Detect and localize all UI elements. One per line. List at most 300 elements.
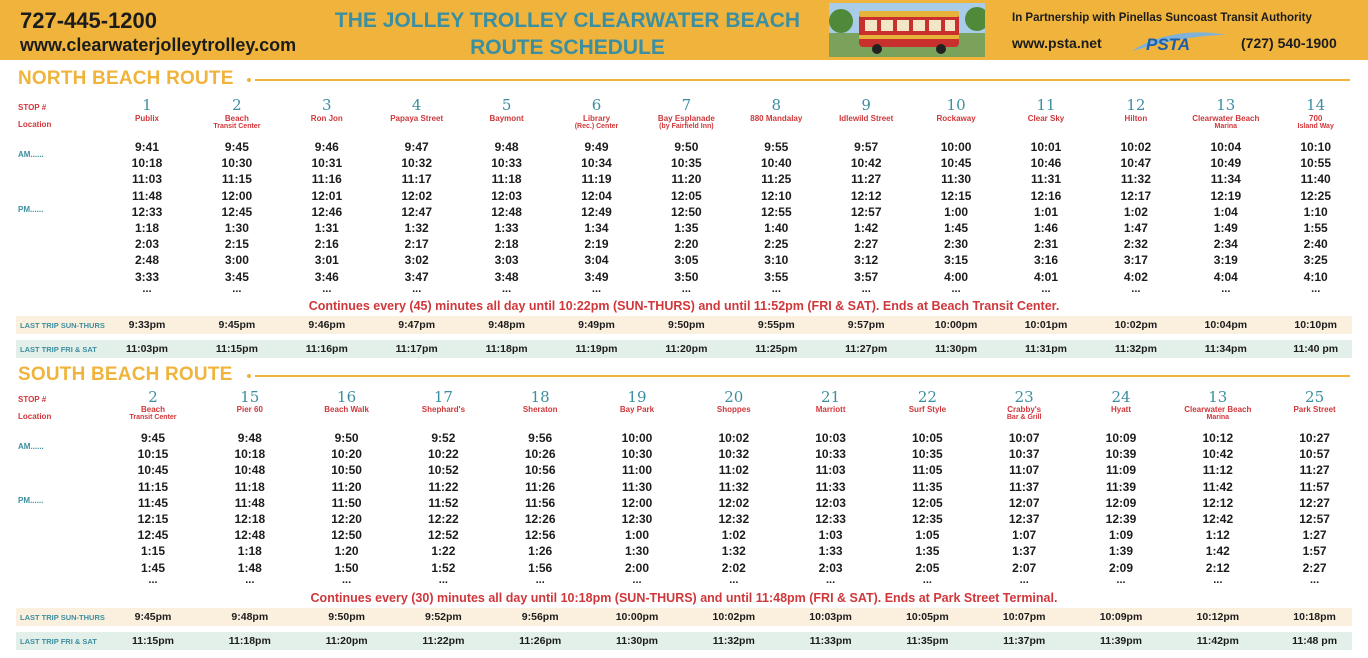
time-cell: 3:50 [674,269,699,284]
time-cell: ... [729,573,739,586]
stop-number: 25 [1305,388,1325,406]
time-cell: 10:37 [1008,447,1040,462]
time-cell: 2:40 [1303,237,1328,252]
time-cell: 3:46 [314,269,339,284]
time-cell: 12:35 [912,512,943,527]
time-cell: 10:32 [718,447,750,462]
time-cell: 1:02 [721,528,746,543]
time-cell: 10:01 [1030,140,1062,154]
time-cell: 11:45 [137,495,169,510]
time-cell: 2:27 [854,237,879,252]
time-cell: ... [922,573,932,586]
time-cell: ... [632,573,642,586]
time-cell: 12:55 [760,204,792,219]
time-cell: 9:48 [237,431,262,445]
time-cell: 2:18 [494,237,519,252]
psta-logo-text: PSTA [1146,35,1191,54]
time-cell: 10:12 [1202,431,1234,445]
time-cell: 10:56 [524,463,556,478]
time-cell: 12:15 [137,512,169,527]
stop-number: 22 [917,388,937,406]
time-cell: 2:20 [674,237,699,252]
last-trip-sun-thurs-time: 9:47pm [398,319,436,331]
time-cell: 12:09 [1105,495,1137,510]
time-cell: 1:33 [818,544,843,559]
stop-number: 3 [322,96,332,114]
last-trip-sun-thurs-time: 10:00pm [615,611,659,623]
time-cell: 1:07 [1012,528,1037,543]
time-cell: 11:32 [718,479,749,494]
time-cell: 12:02 [401,188,433,203]
stop-name-line-1: Beach [140,405,165,414]
last-trip-sun-thurs-time: 10:02pm [1114,319,1158,331]
last-trip-sun-thurs-time: 9:45pm [134,611,172,623]
time-cell: 10:09 [1105,431,1137,445]
last-trip-sun-thurs-time: 10:01pm [1024,319,1068,331]
time-cell: 1:05 [915,528,940,543]
time-cell: 1:04 [1213,204,1238,219]
time-cell: 12:00 [621,495,653,510]
time-cell: 12:45 [137,528,169,543]
time-cell: 12:39 [1105,512,1137,527]
time-cell: 3:17 [1123,253,1148,268]
stop-number: 4 [411,96,422,114]
time-cell: 11:32 [1120,172,1151,187]
time-cell: 12:16 [1030,188,1062,203]
time-cell: 1:20 [334,544,359,559]
time-cell: 10:00 [621,431,653,445]
time-cell: ... [232,282,242,295]
last-trip-fri-sat-time: 11:33pm [809,635,852,647]
time-cell: ... [826,573,836,586]
time-cell: 12:12 [850,188,882,203]
time-cell: 12:03 [815,495,846,510]
time-cell: 3:00 [224,253,249,268]
time-cell: 3:05 [674,253,699,268]
time-cell: 3:48 [494,269,519,284]
time-cell: 1:35 [674,221,699,236]
time-cell: 12:17 [1120,188,1152,203]
stop-name-line-1: Clear Sky [1027,114,1065,123]
time-cell: 12:50 [331,528,362,543]
stop-name-line-1: Publix [134,114,159,123]
page-title [310,7,825,61]
stop-name [1255,406,1368,414]
time-cell: 10:35 [912,447,943,462]
last-trip-fri-sat-time: 11:19pm [575,343,618,355]
north-last-sun-thurs-label: LAST TRIP SUN-THURS [20,321,105,330]
time-cell: 9:49 [584,140,609,154]
time-cell: 12:46 [311,204,343,219]
time-cell: 1:02 [1123,204,1148,219]
time-cell: 3:47 [404,269,429,284]
stop-name-line-1: Pier 60 [236,405,263,414]
stop-name-line-1: Rockaway [936,114,976,123]
time-cell: 1:42 [854,221,879,236]
time-cell: 10:26 [524,447,556,462]
time-cell: 1:27 [1302,528,1327,543]
time-cell: 11:42 [1202,479,1233,494]
last-trip-sun-thurs-time: 9:50pm [668,319,705,331]
time-cell: 9:57 [854,140,879,154]
time-cell: ... [951,282,961,295]
time-cell: ... [148,573,158,586]
last-trip-sun-thurs-time: 10:18pm [1293,611,1336,623]
last-trip-fri-sat-time: 11:15pm [215,343,258,355]
time-cell: 11:26 [525,479,556,494]
time-cell: 10:22 [428,447,459,462]
south-last-sun-thurs-label: LAST TRIP SUN-THURS [20,613,105,622]
last-trip-fri-sat-time: 11:22pm [422,635,465,647]
time-cell: 10:15 [137,447,169,462]
time-cell: 12:30 [621,512,653,527]
last-trip-fri-sat-time: 11:32pm [712,635,755,647]
time-cell: 11:02 [718,463,749,478]
partnership-text: In Partnership with Pinellas Suncoast Transit Authority [1012,12,1312,24]
last-trip-sun-thurs-time: 9:57pm [847,319,885,331]
time-cell: 12:05 [912,495,943,510]
time-cell: 10:55 [1300,156,1332,171]
time-cell: ... [535,573,545,586]
north-am-label: AM...... [18,150,44,159]
time-cell: 2:27 [1302,560,1327,575]
stop-name-line-2: (Rec.) Center [574,123,619,130]
time-cell: 9:56 [528,431,553,445]
trolley-phone: 727-445-1200 [20,8,158,33]
time-cell: 10:42 [850,156,882,171]
last-trip-sun-thurs-time: 9:45pm [218,319,256,331]
time-cell: 12:02 [718,495,750,510]
stop-name-line-1: 880 Mandalay [750,114,803,123]
time-cell: 2:34 [1213,237,1238,252]
last-trip-sun-thurs-time: 10:07pm [1002,611,1046,623]
stop-number: 2 [148,388,158,406]
time-cell: 10:34 [581,156,612,171]
time-cell: 10:04 [1210,140,1242,154]
time-cell: 1:09 [1108,528,1134,543]
stop-name-line-1: Bay Esplanade [657,114,715,123]
stop-name-line-1: Clearwater Beach [1184,405,1252,414]
time-cell: 11:20 [671,172,702,187]
stop-name-line-2: Marina [1206,414,1230,421]
time-cell: ... [322,282,332,295]
time-cell: 10:32 [401,156,433,171]
time-cell: 2:05 [915,560,940,575]
time-cell: 11:50 [331,495,362,510]
stop-times [1255,430,1368,584]
stop-number: 10 [946,96,966,114]
last-trip-sun-thurs-time: 10:09pm [1099,611,1143,623]
time-cell: 10:35 [671,156,702,171]
time-cell: 4:01 [1033,269,1059,284]
time-cell: 2:12 [1205,560,1230,575]
time-cell: 10:02 [1120,140,1152,154]
time-cell: 4:10 [1303,269,1328,284]
last-trip-sun-thurs-time: 9:49pm [578,319,615,331]
time-cell: 10:47 [1120,156,1152,171]
time-cell: 12:18 [234,512,266,527]
time-cell: 12:00 [221,188,253,203]
time-cell: 3:19 [1213,253,1238,268]
last-trip-sun-thurs-time: 10:04pm [1204,319,1248,331]
time-cell: 10:40 [760,156,792,171]
time-cell: 1:52 [431,560,456,575]
last-trip-fri-sat-time: 11:03pm [125,343,169,355]
time-cell: 2:30 [944,237,969,252]
time-cell: 10:46 [1030,156,1062,171]
time-cell: 11:40 [1300,172,1331,187]
time-cell: 1:10 [1303,204,1328,219]
time-cell: 9:50 [334,431,359,445]
north-route-title: NORTH BEACH ROUTE [18,68,234,89]
last-trip-fri-sat-time: 11:17pm [395,343,438,355]
stop-name-line-1: Shephard's [421,405,466,414]
time-cell: 11:00 [621,463,653,478]
time-cell: 1:39 [1108,544,1134,559]
south-pm-label: PM...... [18,496,44,505]
time-cell: 1:31 [314,221,339,236]
title-line-1: THE JOLLEY TROLLEY CLEARWATER BEACH [334,9,801,32]
time-cell: 9:52 [431,431,456,445]
time-cell: 12:04 [581,188,612,203]
time-cell: 11:16 [311,172,342,187]
time-cell: 1:57 [1302,544,1327,559]
stop-number: 21 [821,388,841,406]
time-cell: 9:45 [140,431,166,445]
time-cell: 11:48 [131,188,163,203]
time-cell: 12:01 [311,188,343,203]
last-trip-sun-thurs-time: 9:46pm [308,319,346,331]
time-cell: 1:35 [915,544,940,559]
time-cell: 1:48 [237,560,262,575]
last-trip-fri-sat-time: 11:34pm [1204,343,1247,355]
time-cell: 2:25 [764,237,789,252]
title-line-2: ROUTE SCHEDULE [470,36,665,59]
time-cell: 10:57 [1299,447,1330,462]
time-cell: 10:07 [1008,431,1040,445]
time-cell: 11:07 [1009,463,1040,478]
time-cell: ... [1311,282,1321,295]
time-cell: 1:42 [1205,544,1230,559]
north-pm-label: PM...... [18,205,44,214]
time-cell: 10:27 [1299,431,1330,445]
time-cell: 2:19 [584,237,609,252]
stop-name-line-2: Marina [1214,123,1238,130]
time-cell: 1:18 [134,221,160,236]
time-cell: 1:15 [140,544,166,559]
time-cell: 1:03 [818,528,843,543]
south-route-dot [247,374,251,378]
stop-name-line-1: Surf Style [908,405,947,414]
stop-number: 13 [1216,96,1236,114]
last-trip-fri-sat-time: 11:18pm [228,635,271,647]
time-cell: 10:31 [311,156,343,171]
trolley-photo [829,3,985,57]
time-cell: 10:39 [1105,447,1137,462]
time-cell: 11:03 [815,463,846,478]
time-cell: ... [861,282,871,295]
stop-name-line-2: (by Fairfield Inn) [659,123,714,130]
time-cell: ... [1116,573,1126,586]
time-cell: 11:30 [941,172,972,187]
time-cell: 9:48 [494,140,519,154]
time-cell: 11:19 [581,172,612,187]
time-cell: ... [591,282,602,295]
south-location-label: Location [18,412,52,421]
last-trip-fri-sat-time: 11:32pm [1114,343,1157,355]
stop-name [1256,115,1368,131]
time-cell: 1:30 [224,221,249,236]
stop-number: 17 [433,388,453,406]
time-cell: 10:00 [940,140,972,154]
trolley-website[interactable]: www.clearwaterjolleytrolley.com [20,35,297,55]
last-trip-sun-thurs-time: 10:03pm [809,611,852,623]
time-cell: 3:15 [944,253,969,268]
stop-name-line-1: Ron Jon [310,114,343,123]
time-cell: 10:03 [815,431,846,445]
time-cell: 11:12 [1202,463,1233,478]
last-trip-fri-sat-time: 11:31pm [1024,343,1068,355]
time-cell: 11:37 [1009,479,1040,494]
time-cell: 10:30 [621,447,653,462]
time-cell: 3:25 [1303,253,1328,268]
time-cell: 11:17 [401,172,432,187]
time-cell: 4:04 [1213,269,1238,284]
time-cell: 3:01 [314,253,339,268]
last-trip-sun-thurs-time: 9:56pm [521,611,559,623]
time-cell: 12:50 [671,204,702,219]
time-cell: 11:34 [1210,172,1241,187]
north-location-label: Location [18,120,52,129]
stop-name-line-2: Bar & Grill [1006,414,1042,421]
time-cell: 11:48 [234,495,265,510]
last-trip-fri-sat-time: 11:25pm [755,343,798,355]
time-cell: 12:20 [331,512,362,527]
time-cell: 1:32 [721,544,746,559]
south-route-title: SOUTH BEACH ROUTE [18,364,233,385]
time-cell: ... [1019,573,1029,586]
stop-number: 7 [681,96,692,114]
last-trip-fri-sat-time: 11:39pm [1099,635,1143,647]
time-cell: 1:56 [528,560,553,575]
time-cell: 2:31 [1033,237,1059,252]
stop-name-line-1: Shoppes [716,405,751,414]
time-cell: 12:56 [524,528,556,543]
time-cell: 10:33 [815,447,846,462]
stop-name-line-1: Beach [224,114,249,123]
time-cell: 10:30 [221,156,253,171]
stop-number: 15 [240,388,260,406]
time-cell: 10:45 [137,463,169,478]
last-trip-sun-thurs-time: 9:48pm [231,611,269,623]
time-cell: ... [412,282,422,295]
time-cell: 1:55 [1303,221,1328,236]
stop-number: 19 [627,388,647,406]
south-am-label: AM...... [18,442,44,451]
time-cell: 11:15 [221,172,252,187]
time-cell: 2:16 [314,237,339,252]
last-trip-fri-sat-time: 11:42pm [1196,635,1239,647]
time-cell: 11:39 [1105,479,1137,494]
time-cell: 3:04 [584,253,609,268]
time-cell: 11:27 [1299,463,1330,478]
last-trip-fri-sat-time: 11:30pm [935,343,978,355]
time-cell: 3:12 [854,253,879,268]
time-cell: 1:49 [1213,221,1238,236]
time-cell: 9:50 [674,140,699,154]
stop-number: 8 [771,96,782,114]
stop-number: 11 [1036,96,1056,114]
last-trip-fri-sat-time: 11:18pm [485,343,528,355]
time-cell: 12:33 [131,204,163,219]
time-cell: 12:57 [1299,512,1330,527]
time-cell: 3:03 [494,253,519,268]
psta-logo-icon [1128,31,1228,55]
time-cell: 12:26 [524,512,556,527]
time-cell: 10:18 [131,156,163,171]
time-cell: 1:22 [431,544,456,559]
time-cell: 12:22 [428,512,459,527]
time-cell: ... [1041,282,1051,295]
time-cell: 12:07 [1008,495,1040,510]
time-cell: 10:10 [1300,140,1332,154]
time-cell: 1:45 [944,221,969,236]
time-cell: 11:15 [137,479,169,494]
time-cell: 11:05 [912,463,943,478]
time-cell: 12:57 [850,204,882,219]
time-cell: 10:18 [234,447,266,462]
time-cell: 2:07 [1012,560,1037,575]
last-trip-sun-thurs-time: 10:10pm [1294,319,1337,331]
time-cell: 11:22 [428,479,459,494]
time-cell: ... [142,282,152,295]
time-cell: 1:50 [334,560,359,575]
time-cell: 11:30 [621,479,653,494]
time-cell: 12:47 [401,204,433,219]
last-trip-fri-sat-time: 11:35pm [906,635,949,647]
time-cell: 12:33 [815,512,846,527]
stop-number: 1 [142,96,152,114]
time-cell: 12:05 [671,188,702,203]
time-cell: 1:37 [1012,544,1037,559]
last-trip-fri-sat-time: 11:15pm [131,635,175,647]
header-banner [0,0,1368,60]
psta-website[interactable]: www.psta.net [1012,35,1102,51]
psta-phone: (727) 540-1900 [1241,35,1337,51]
stop-name-line-1: Crabby's [1007,405,1042,414]
time-cell: 10:49 [1210,156,1242,171]
stop-number: 6 [591,96,602,114]
stop-name-line-1: Marriott [815,405,846,414]
time-cell: ... [771,282,781,295]
time-cell: 12:03 [491,188,522,203]
stop-name-line-1: Idlewild Street [839,114,894,123]
time-cell: 10:05 [912,431,943,445]
time-cell: 10:48 [234,463,266,478]
time-cell: 1:46 [1033,221,1059,236]
time-cell: 10:20 [331,447,362,462]
time-cell: 3:10 [764,253,789,268]
time-cell: 11:57 [1299,479,1330,494]
stop-name-line-1: Clearwater Beach [1192,114,1260,123]
time-cell: 3:55 [764,269,789,284]
south-route-divider [255,375,1350,377]
time-cell: 2:48 [134,253,160,268]
last-trip-fri-sat-time: 11:48 pm [1292,635,1338,647]
last-trip-sun-thurs-time: 9:52pm [425,611,462,623]
time-cell: 11:27 [851,172,882,187]
time-cell: 12:45 [221,204,253,219]
